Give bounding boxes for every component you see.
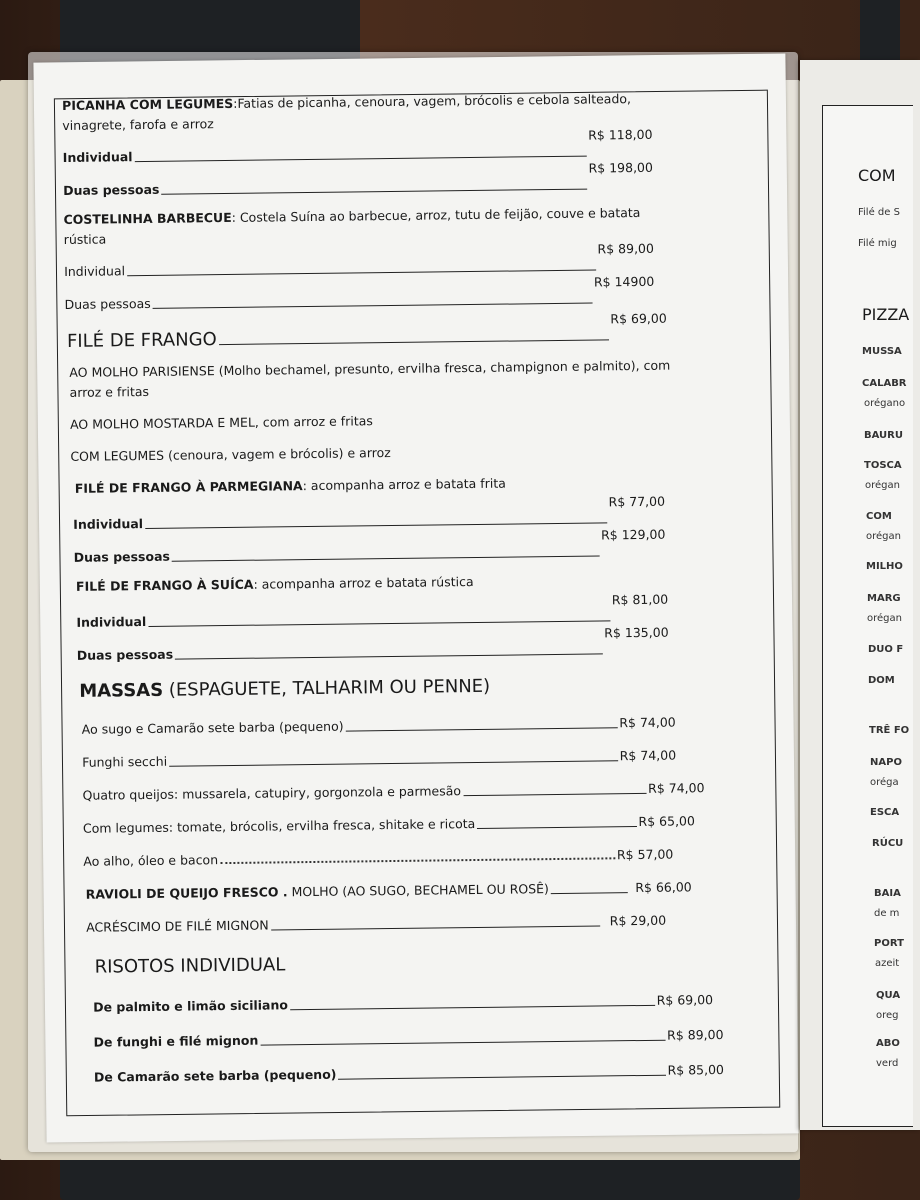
risotos-item-name: De funghi e filé mignon	[93, 1032, 259, 1050]
massas-item	[71, 847, 673, 869]
massas-heading	[69, 673, 739, 702]
right-item: oreg	[876, 1010, 899, 1021]
leader-line	[145, 522, 607, 529]
leader-line	[346, 727, 618, 731]
parmegiana-individual-label: Individual	[73, 516, 144, 532]
massas-item-price: R$ 57,00	[616, 846, 674, 863]
right-item: verd	[876, 1058, 899, 1069]
right-item: ABO	[876, 1038, 900, 1049]
file-frango-option: AO MOLHO MOSTARDA E MEL, com arroz e fritas	[69, 413, 373, 432]
file-frango-heading-row	[66, 310, 667, 352]
right-item: DOM	[868, 675, 895, 686]
risotos-title: RISOTOS INDIVIDUAL	[94, 954, 286, 978]
risotos-item-price: R$ 69,00	[656, 992, 714, 1008]
parmegiana-individual-price: R$ 77,00	[608, 493, 666, 510]
right-item: MUSSA	[862, 346, 902, 357]
suica-individual-row	[68, 591, 669, 630]
ravioli-row	[72, 879, 692, 902]
leader-line	[271, 925, 600, 930]
file-frango-option: COM LEGUMES (cenoura, vagem e brócolis) e arroz	[70, 445, 391, 464]
risotos-item-name: De palmito e limão siciliano	[93, 997, 289, 1015]
right-heading-1: COM	[858, 166, 896, 185]
massas-item-price: R$ 74,00	[648, 780, 705, 796]
right-item: BAURU	[864, 430, 903, 441]
menu-cover-top-right	[860, 0, 900, 60]
leader-line	[169, 760, 618, 766]
costelinha-desc: : Costela Suína ao barbecue, arroz, tutu de feijão, couve e batata rústica	[63, 204, 641, 247]
suica-duas-price: R$ 135,00	[604, 624, 669, 641]
risotos-item-price: R$ 85,00	[667, 1061, 725, 1078]
right-item: ESCA	[870, 807, 900, 818]
costelinha-individual-price: R$ 89,00	[597, 240, 654, 257]
right-item: de m	[874, 908, 900, 919]
right-item: MARG	[867, 593, 901, 604]
suica-individual-label: Individual	[76, 614, 147, 630]
massas-item-name: Ao sugo e Camarão sete barba (pequeno)	[81, 718, 344, 737]
massas-item-name: Com legumes: tomate, brócolis, ervilha fresca, shitake e ricota	[82, 816, 476, 836]
suica-duas-label: Duas pessoas	[76, 646, 174, 663]
acrescimo-row	[72, 913, 666, 935]
suica-desc: : acompanha arroz e batata rústica	[253, 574, 474, 592]
costelinha-title: COSTELINHA BARBECUE	[63, 209, 232, 227]
right-item: TOSCA	[864, 460, 902, 471]
leader-line	[260, 1040, 665, 1046]
suica-title: FILÉ DE FRANGO À SUÍCA	[75, 576, 254, 594]
file-frango-title: FILÉ DE FRANGO	[66, 329, 217, 352]
massas-item-name: Ao alho, óleo e bacon	[83, 852, 219, 869]
right-heading-2: PIZZA	[862, 305, 910, 324]
massas-subtitle: (ESPAGUETE, TALHARIM OU PENNE)	[162, 675, 491, 701]
leader-line	[127, 269, 596, 276]
picanha-individual-row	[62, 126, 653, 165]
leader-line	[463, 793, 646, 796]
parmegiana-title: FILÉ DE FRANGO À PARMEGIANA	[74, 478, 303, 496]
right-item: orégan	[866, 531, 901, 542]
leader-line	[153, 303, 592, 309]
leader-line	[551, 892, 627, 894]
risotos-item-price: R$ 89,00	[667, 1026, 724, 1043]
picanha-individual-label: Individual	[62, 149, 133, 165]
parmegiana-duas-row	[68, 526, 666, 565]
costelinha-duas-row	[64, 273, 655, 312]
massas-item-price: R$ 74,00	[619, 747, 677, 764]
suica-individual-price: R$ 81,00	[611, 591, 669, 608]
leader-line	[135, 156, 587, 163]
leader-line	[175, 653, 602, 659]
acrescimo-label: ACRÉSCIMO DE FILÉ MIGNON	[86, 917, 269, 935]
risotos-item	[73, 992, 713, 1015]
right-item: TRÊ FO	[869, 725, 910, 736]
right-item: BAIA	[874, 888, 901, 899]
leader-line	[290, 1005, 655, 1010]
suica-duas-row	[69, 624, 669, 663]
leader-line	[172, 555, 599, 561]
right-item: MILHO	[866, 561, 903, 572]
leader-line	[477, 826, 636, 829]
costelinha-individual-row	[64, 240, 654, 279]
right-item: COM	[866, 511, 892, 522]
massas-item	[71, 813, 695, 836]
parmegiana-desc: : acompanha arroz e batata frita	[302, 475, 506, 494]
right-item: NAPO	[870, 757, 902, 768]
right-item: RÚCU	[872, 838, 904, 849]
picanha-individual-price: R$ 118,00	[588, 126, 653, 143]
picanha-duas-label: Duas pessoas	[63, 181, 160, 198]
massas-item	[70, 780, 704, 803]
leader-line	[148, 620, 610, 627]
right-item: orégan	[865, 480, 900, 491]
right-item: QUA	[876, 990, 901, 1001]
right-line: Filé mig	[858, 238, 897, 249]
costelinha-individual-label: Individual	[64, 263, 126, 279]
right-item: DUO F	[868, 644, 904, 655]
picanha-desc: :Fatias de picanha, cenoura, vagem, brócolis e cebola salteado, vinagrete, farofa e arroz	[62, 91, 632, 133]
right-item: oréga	[870, 777, 899, 788]
picanha-title: PICANHA COM LEGUMES	[62, 95, 234, 113]
leader-dots	[220, 857, 615, 864]
right-item: PORT	[874, 938, 904, 949]
costelinha-duas-label: Duas pessoas	[64, 295, 151, 312]
massas-item-name: Funghi secchi	[82, 753, 168, 770]
file-frango-option: AO MOLHO PARISIENSE (Molho bechamel, presunto, ervilha fresca, champignon e palmito), com arroz e fritas	[69, 357, 671, 400]
picanha-duas-row	[63, 159, 654, 198]
massas-item-name: Quatro queijos: mussarela, catupiry, gorgonzola e parmesão	[82, 783, 462, 803]
risotos-item-name: De Camarão sete barba (pequeno)	[93, 1066, 337, 1085]
right-item: CALABR	[862, 378, 907, 389]
menu-content	[62, 88, 744, 1085]
ravioli-price: R$ 66,00	[635, 879, 692, 896]
risotos-item	[73, 1027, 723, 1050]
right-line: Filé de S	[858, 207, 900, 218]
leader-line	[219, 339, 609, 345]
acrescimo-price: R$ 29,00	[609, 912, 667, 929]
massas-item	[70, 748, 676, 770]
massas-item-price: R$ 74,00	[619, 714, 676, 731]
parmegiana-duas-label: Duas pessoas	[73, 548, 171, 565]
costelinha-header	[63, 202, 683, 250]
ravioli-desc: MOLHO (AO SUGO, BECHAMEL OU ROSÊ)	[287, 881, 549, 900]
massas-title: MASSAS	[79, 679, 164, 702]
ravioli-title: RAVIOLI DE QUEIJO FRESCO .	[85, 884, 288, 902]
right-item: orégan	[867, 613, 902, 624]
parmegiana-individual-row	[67, 493, 666, 532]
right-item: azeit	[875, 958, 900, 969]
right-item: orégano	[864, 398, 906, 409]
costelinha-duas-price: R$ 14900	[593, 273, 655, 290]
parmegiana-duas-price: R$ 129,00	[600, 526, 666, 543]
picanha-duas-price: R$ 198,00	[588, 159, 654, 176]
leader-line	[161, 189, 586, 195]
massas-item	[70, 715, 676, 737]
file-frango-price: R$ 69,00	[610, 310, 667, 327]
massas-item-price: R$ 65,00	[638, 813, 695, 830]
